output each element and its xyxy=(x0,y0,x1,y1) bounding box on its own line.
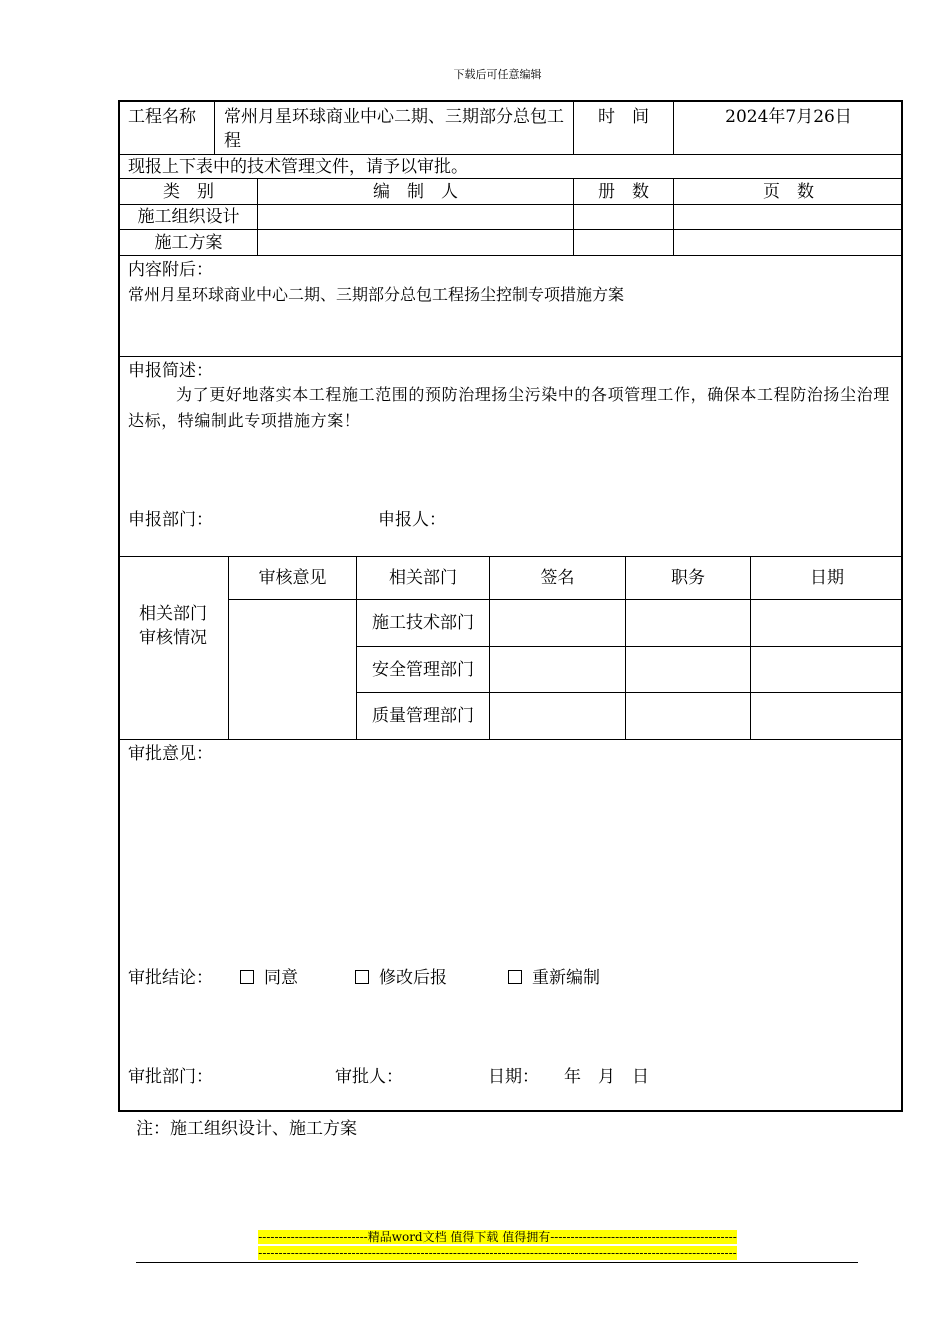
row-divider xyxy=(120,739,903,740)
option-agree[interactable]: 同意 xyxy=(240,966,298,990)
doc-row-category: 施工方案 xyxy=(154,233,223,253)
date-header: 日期 xyxy=(810,568,844,588)
header-note: 下载后可任意编辑 xyxy=(453,68,542,81)
row-divider xyxy=(120,556,903,557)
row-divider xyxy=(120,229,903,230)
approval-form xyxy=(118,100,903,1112)
option-redo[interactable]: 重新编制 xyxy=(508,966,600,990)
col-divider xyxy=(214,102,215,154)
author-header: 编 制 人 xyxy=(373,182,458,202)
position-header: 职务 xyxy=(671,568,705,588)
approval-dept-label: 审批部门： xyxy=(128,1067,213,1087)
pages-header: 页 数 xyxy=(763,182,814,202)
doc-row-category: 施工组织设计 xyxy=(137,207,240,227)
checkbox-icon[interactable] xyxy=(508,970,522,984)
dept-safety: 安全管理部门 xyxy=(372,660,474,680)
approval-opinion-label: 审批意见： xyxy=(128,744,213,764)
footer-rule xyxy=(136,1262,858,1263)
category-header: 类 别 xyxy=(163,182,214,202)
checkbox-icon[interactable] xyxy=(355,970,369,984)
dept-tech: 施工技术部门 xyxy=(372,613,474,633)
summary-text: 为了更好地落实本工程施工范围的预防治理扬尘污染中的各项管理工作，确保本工程防治扬尘治理达标，特编制此专项措施方案！ xyxy=(128,385,890,430)
row-divider xyxy=(356,692,903,693)
row-divider xyxy=(120,255,903,256)
date-value: 2024年7月26日 xyxy=(725,107,852,127)
review-opinion-header: 审核意见 xyxy=(258,568,327,588)
row-divider xyxy=(228,599,903,600)
volumes-header: 册 数 xyxy=(598,182,649,202)
approval-date-fields: 年 月 日 xyxy=(564,1067,649,1087)
project-name-value: 常州月星环球商业中心二期、三期部分总包工程 xyxy=(224,107,564,151)
row-divider xyxy=(120,356,903,357)
option-revise[interactable]: 修改后报 xyxy=(355,966,447,990)
approval-conclusion-label: 审批结论： xyxy=(128,968,213,988)
related-dept-header: 相关部门 xyxy=(389,568,457,588)
dept-quality: 质量管理部门 xyxy=(372,706,474,726)
footer-dashes: ---------------------------------------------------------------------------------------------------------------------- xyxy=(258,1246,737,1260)
approver-label: 审批人： xyxy=(335,1067,403,1087)
footnote: 注：施工组织设计、施工方案 xyxy=(136,1119,357,1139)
approval-date-label: 日期： xyxy=(488,1067,539,1087)
time-label: 时 间 xyxy=(598,107,649,127)
signature-header: 签名 xyxy=(540,568,575,588)
project-name-label: 工程名称 xyxy=(128,107,196,127)
submit-dept-label: 申报部门： xyxy=(128,510,213,530)
row-divider xyxy=(356,646,903,647)
submitter-label: 申报人： xyxy=(378,510,446,530)
footer-banner: ---------------------------精品word文档 值得下载 值得拥有---------------------------------------------- xyxy=(258,1230,737,1244)
attachment-label: 内容附后： xyxy=(128,260,213,280)
checkbox-icon[interactable] xyxy=(240,970,254,984)
review-side-label: 相关部门审核情况 xyxy=(139,604,207,648)
intro-text: 现报上下表中的技术管理文件，请予以审批。 xyxy=(128,157,468,177)
attachment-content: 常州月星环球商业中心二期、三期部分总包工程扬尘控制专项措施方案 xyxy=(128,285,625,304)
summary-label: 申报简述： xyxy=(128,361,213,381)
